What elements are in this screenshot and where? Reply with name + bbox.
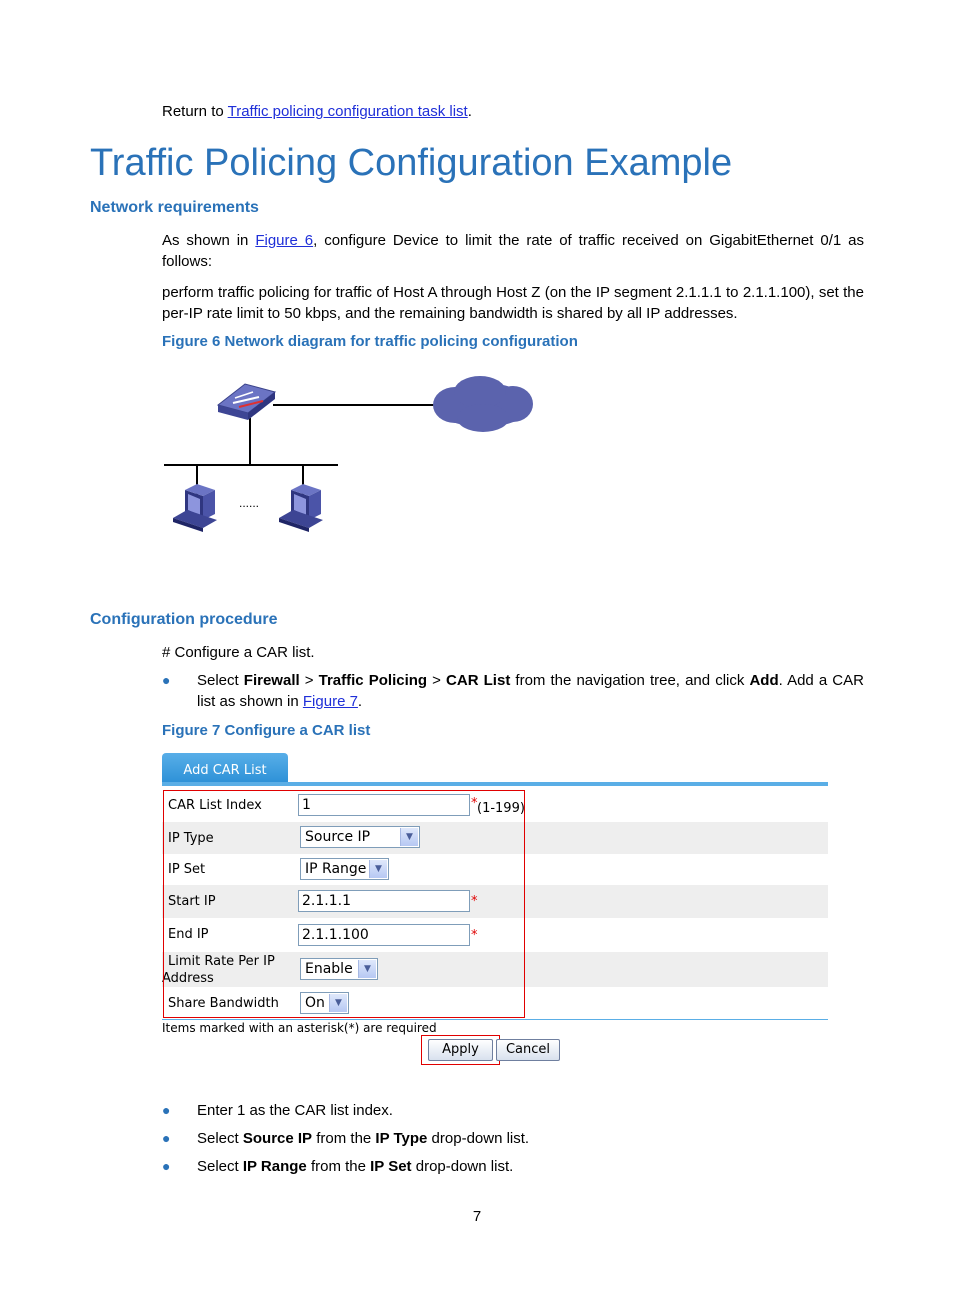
b1-add: Add — [749, 672, 779, 689]
b1-traffic-policing: Traffic Policing — [318, 672, 428, 689]
bullet-dot-icon: ● — [162, 672, 171, 688]
ba1-b2: IP Type — [375, 1130, 428, 1147]
ba2-t3: drop-down list. — [411, 1158, 514, 1175]
para1-suffix: , configure Device to limit the rate of traffic received on GigabitEthernet 0/1 as follows: — [162, 232, 864, 270]
cancel-button[interactable]: Cancel — [496, 1039, 560, 1061]
configuration-procedure-heading: Configuration procedure — [90, 611, 278, 628]
ba0-t1: Enter 1 as the CAR list index. — [197, 1102, 393, 1119]
b1-t1: Select — [197, 672, 244, 689]
ba1-t2: from the — [312, 1130, 376, 1147]
bullet-select-source-ip — [162, 1128, 864, 1149]
label-ip-type: IP Type — [168, 831, 214, 846]
label-start-ip: Start IP — [168, 894, 216, 909]
network-paragraph-1 — [162, 230, 864, 272]
host-a-pc-icon — [173, 484, 217, 532]
network-diagram — [155, 370, 545, 545]
label-share-bandwidth: Share Bandwidth — [168, 996, 279, 1011]
label-limit-rate-line1: Limit Rate Per IP — [168, 954, 275, 969]
tab-add-car-list[interactable]: Add CAR List — [162, 753, 288, 785]
b1-t2: > — [299, 672, 319, 689]
bullet-dot-icon: ● — [162, 1102, 171, 1118]
ba2-b1: IP Range — [242, 1158, 307, 1175]
ip-type-value: Source IP — [305, 829, 371, 845]
ip-set-value: IP Range — [305, 861, 367, 877]
car-list-index-input[interactable]: 1 — [298, 794, 470, 816]
chevron-down-icon: ▼ — [369, 860, 387, 878]
return-suffix: . — [467, 103, 472, 120]
ba2-b2: IP Set — [370, 1158, 412, 1175]
return-line — [162, 101, 472, 122]
fields-highlight-box — [163, 790, 525, 1018]
bullet-dot-icon: ● — [162, 1130, 171, 1146]
b1-t3: > — [427, 672, 447, 689]
network-requirements-heading: Network requirements — [90, 199, 259, 216]
form-bottom-divider — [162, 1019, 828, 1020]
configure-intro: # Configure a CAR list. — [162, 644, 315, 661]
ba2-t1: Select — [197, 1158, 243, 1175]
figure-6-caption: Figure 6 Network diagram for traffic policing configuration — [162, 333, 578, 350]
end-ip-required-asterisk: * — [471, 928, 478, 943]
limit-rate-value: Enable — [305, 961, 353, 977]
bullet-select-ip-range — [162, 1156, 864, 1177]
ba1-t1: Select — [197, 1130, 243, 1147]
bullet-enter-index — [162, 1100, 864, 1121]
label-end-ip: End IP — [168, 927, 209, 942]
label-ip-set: IP Set — [168, 862, 206, 877]
ba1-b1: Source IP — [242, 1130, 313, 1147]
share-bandwidth-value: On — [305, 995, 325, 1011]
index-range-hint: (1-199) — [477, 801, 525, 816]
task-list-link[interactable]: Traffic policing configuration task list — [227, 103, 468, 120]
chevron-down-icon: ▼ — [358, 960, 376, 978]
page-number: 7 — [472, 1208, 482, 1225]
b1-t4: from the navigation tree, and click — [510, 672, 750, 689]
network-paragraph-2: perform traffic policing for traffic of Host A through Host Z (on the IP segment 2.1.1.1 to 2.1.1.100), set the per-IP rate limit to 50 kbps, and the remaining bandwidth is shared by all IP addresses. — [162, 284, 864, 322]
bullet-navigation — [162, 670, 864, 712]
end-ip-input[interactable]: 2.1.1.100 — [298, 924, 470, 946]
b1-car-list: CAR List — [446, 672, 511, 689]
b1-t6: . — [357, 693, 363, 710]
label-limit-rate-line2: Address — [162, 971, 214, 986]
chevron-down-icon: ▼ — [400, 828, 418, 846]
figure-7-caption: Figure 7 Configure a CAR list — [162, 722, 371, 739]
label-car-list-index: CAR List Index — [168, 798, 262, 813]
hosts-ellipsis: ...... — [239, 496, 260, 510]
index-required-asterisk: * — [471, 796, 478, 811]
bullet-dot-icon: ● — [162, 1158, 171, 1174]
return-prefix: Return to — [162, 103, 228, 120]
para1-prefix: As shown in — [162, 232, 256, 249]
b1-firewall: Firewall — [243, 672, 300, 689]
ba2-t2: from the — [306, 1158, 371, 1175]
chevron-down-icon: ▼ — [329, 994, 347, 1012]
apply-button[interactable]: Apply — [428, 1039, 493, 1061]
ba1-t3: drop-down list. — [427, 1130, 530, 1147]
figure-7-link[interactable]: Figure 7 — [302, 693, 358, 710]
tab-underline — [162, 782, 828, 786]
firewall-device-icon — [218, 384, 275, 420]
start-ip-required-asterisk: * — [471, 894, 478, 909]
page-title: Traffic Policing Configuration Example — [90, 142, 733, 184]
start-ip-input[interactable]: 2.1.1.1 — [298, 890, 470, 912]
figure-6-link[interactable]: Figure 6 — [255, 232, 314, 249]
internet-cloud-icon — [433, 376, 533, 432]
required-note: Items marked with an asterisk(*) are required — [162, 1021, 437, 1035]
host-z-pc-icon — [279, 484, 323, 532]
b1-t5: . Add a CAR list as shown in — [197, 672, 864, 710]
